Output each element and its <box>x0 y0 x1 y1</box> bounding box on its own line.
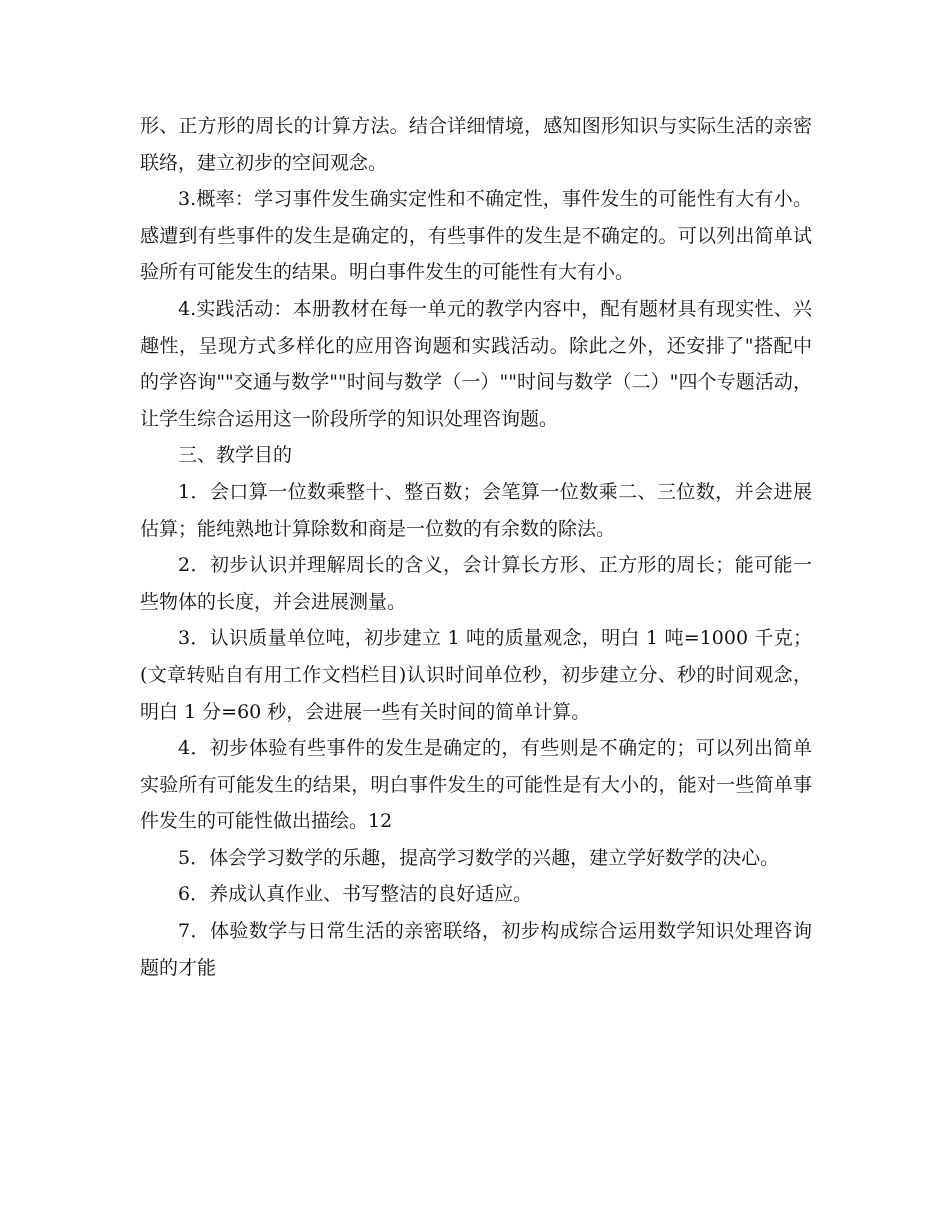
goal-item-7: 7．体验数学与日常生活的亲密联络，初步构成综合运用数学知识处理咨询题的才能 <box>140 920 812 979</box>
goal-item-1: 1．会口算一位数乘整十、整百数；会笔算一位数乘二、三位数，并会进展估算；能纯熟地计算除数和商是一位数的有余数的除法。 <box>140 480 812 540</box>
goal-item-2: 2．初步认识并理解周长的含义，会计算长方形、正方形的周长；能可能一些物体的长度，并会进展测量。 <box>140 554 812 613</box>
goal-item-6: 6．养成认真作业、书写整洁的良好适应。 <box>178 883 533 906</box>
goal-item-5: 5．体会学习数学的乐趣，提高学习数学的兴趣，建立学好数学的决心。 <box>178 846 780 869</box>
section-heading-teaching-goals: 三、教学目的 <box>178 444 293 467</box>
document-body <box>140 108 812 986</box>
goal-item-3: 3．认识质量单位吨，初步建立 1 吨的质量观念，明白 1 吨=1000 千克；(文章转贴自有用工作文档栏目)认识时间单位秒，初步建立分、秒的时间观念，明白 1 分=60 秒，会进展一些有关时间的简单计算。 <box>140 627 812 723</box>
paragraph-probability: 3.概率：学习事件发生确实定性和不确定性，事件发生的可能性有大有小。感遭到有些事件的发生是确定的，有些事件的发生是不确定的。可以列出简单试验所有可能发生的结果。明白事件发生的可能性有大有小。 <box>140 188 812 284</box>
paragraph-practice-activities: 4.实践活动：本册教材在每一单元的教学内容中，配有题材具有现实性、兴趣性，呈现方式多样化的应用咨询题和实践活动。除此之外，还安排了"搭配中的学咨询""交通与数学""时间与数学（一）""时间与数学（二）"四个专题活动，让学生综合运用这一阶段所学的知识处理咨询题。 <box>140 297 812 430</box>
paragraph-continuation: 形、正方形的周长的计算方法。结合详细情境，感知图形知识与实际生活的亲密联络，建立初步的空间观念。 <box>140 115 812 174</box>
goal-item-4: 4．初步体验有些事件的发生是确定的，有些则是不确定的；可以列出简单实验所有可能发生的结果，明白事件发生的可能性是有大小的，能对一些简单事件发生的可能性做出描绘。12 <box>140 737 812 833</box>
